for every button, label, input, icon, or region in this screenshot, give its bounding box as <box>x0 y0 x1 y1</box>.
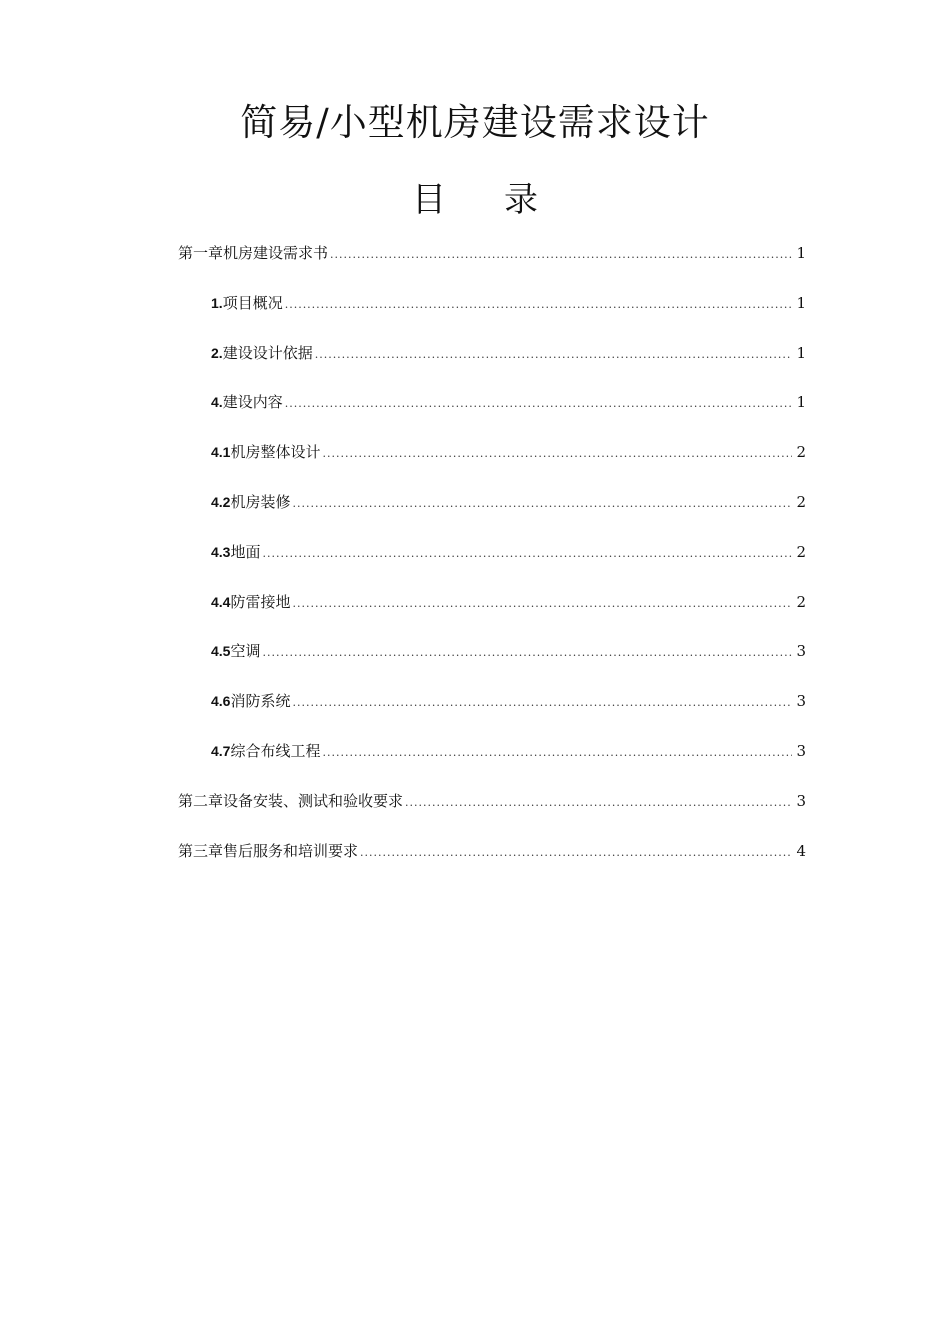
toc-entry-4[interactable] <box>178 389 806 439</box>
document-title: 简易/小型机房建设需求设计 <box>240 101 710 144</box>
toc-dot-leader <box>360 840 792 866</box>
toc-section-number: 4.2 <box>211 493 231 510</box>
toc-entry-chapter-2[interactable] <box>178 788 806 838</box>
toc-page-number: 1 <box>796 244 806 262</box>
toc-heading-right: 录 <box>504 180 538 220</box>
toc-page-number: 3 <box>796 692 806 711</box>
toc-entry-label: 机房装修 <box>230 492 291 511</box>
toc-page-number: 1 <box>796 393 806 412</box>
toc-section-number: 1. <box>211 294 223 311</box>
toc-entry-4-6[interactable] <box>178 688 806 738</box>
toc-dot-leader <box>322 740 792 766</box>
toc-dot-leader <box>405 790 792 816</box>
toc-section-number: 4.1 <box>211 444 231 461</box>
toc-entry-chapter-3[interactable] <box>178 838 806 888</box>
toc-entry-label: 综合布线工程 <box>230 741 321 760</box>
toc-entry-label: 建设设计依据 <box>222 343 313 362</box>
toc-dot-leader <box>285 391 792 417</box>
toc-dot-leader <box>262 541 792 567</box>
toc-section-number: 4.3 <box>211 543 231 560</box>
toc-page-number: 2 <box>796 592 806 611</box>
toc-entry-label: 设备安装、测试和验收要求 <box>223 791 404 810</box>
toc-page-number: 2 <box>796 443 806 462</box>
toc-entry-label: 机房建设需求书 <box>223 244 329 262</box>
toc-entry-4-2[interactable] <box>178 489 806 539</box>
toc-entry-label: 空调 <box>230 642 261 661</box>
toc-dot-leader <box>330 242 792 268</box>
toc-chapter-label: 第三章 <box>178 841 224 860</box>
toc-page-number: 3 <box>796 741 806 760</box>
toc-heading <box>0 176 950 224</box>
toc-page-number: 1 <box>796 293 806 312</box>
table-of-contents <box>178 240 806 887</box>
toc-dot-leader <box>292 690 792 716</box>
toc-chapter-label: 第一章 <box>178 244 224 262</box>
toc-dot-leader <box>322 441 792 467</box>
toc-dot-leader <box>292 491 792 517</box>
toc-section-number: 4.7 <box>211 742 231 759</box>
toc-chapter-label: 第二章 <box>178 791 224 810</box>
toc-section-number: 4. <box>211 394 223 411</box>
toc-page-number: 3 <box>796 791 806 810</box>
toc-section-number: 4.6 <box>211 693 231 710</box>
toc-section-number: 2. <box>211 344 223 361</box>
toc-entry-1[interactable] <box>178 290 806 340</box>
toc-entry-4-3[interactable] <box>178 539 806 589</box>
toc-entry-label: 建设内容 <box>222 393 283 412</box>
toc-entry-4-5[interactable] <box>178 638 806 688</box>
toc-page-number: 3 <box>796 642 806 661</box>
toc-page-number: 1 <box>796 343 806 362</box>
toc-section-number: 4.5 <box>211 643 231 660</box>
toc-entry-label: 消防系统 <box>230 692 291 711</box>
toc-dot-leader <box>262 640 792 666</box>
toc-entry-4-4[interactable] <box>178 589 806 639</box>
toc-section-number: 4.4 <box>211 593 231 610</box>
toc-page-number: 2 <box>796 492 806 511</box>
toc-heading-left: 目 <box>412 180 446 220</box>
toc-entry-label: 售后服务和培训要求 <box>223 841 359 860</box>
toc-dot-leader <box>315 342 792 368</box>
toc-entry-chapter-1[interactable] <box>178 240 806 290</box>
toc-entry-label: 防雷接地 <box>230 592 291 611</box>
toc-entry-4-1[interactable] <box>178 439 806 489</box>
toc-entry-label: 项目概况 <box>222 293 283 312</box>
toc-entry-label: 地面 <box>230 542 261 561</box>
toc-page-number: 4 <box>796 841 806 860</box>
toc-entry-label: 机房整体设计 <box>230 443 321 462</box>
toc-entry-4-7[interactable] <box>178 738 806 788</box>
toc-dot-leader <box>285 292 792 318</box>
toc-entry-2[interactable] <box>178 340 806 390</box>
toc-dot-leader <box>292 591 792 617</box>
toc-page-number: 2 <box>796 542 806 561</box>
